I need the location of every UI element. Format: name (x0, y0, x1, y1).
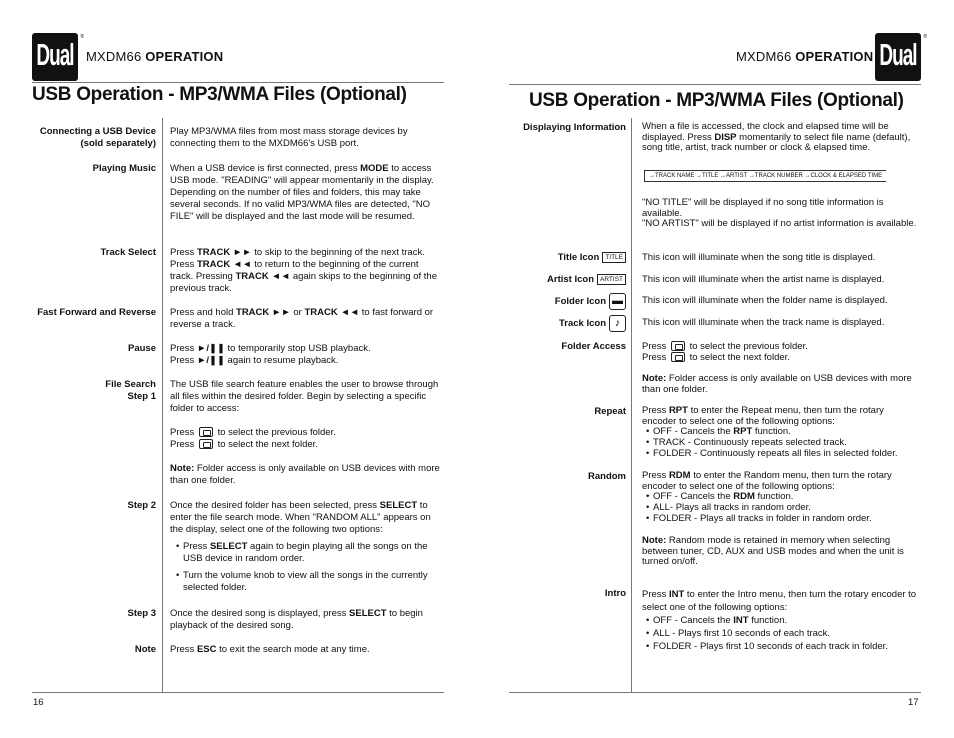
header-rule (509, 84, 921, 85)
text-folder-access: Press to select the previous folder. Press to select the next folder. (642, 341, 808, 363)
header-rule (32, 82, 444, 83)
label-playing-music: Playing Music (92, 163, 156, 174)
page-header (736, 49, 873, 64)
flow-step: TITLE (702, 173, 719, 179)
column-divider (631, 118, 632, 692)
arrow-icon: → (748, 173, 755, 179)
text-connecting-usb: Play MP3/WMA files from most mass storage devices by connecting them to the MXDM66's USB port. (170, 126, 408, 149)
list-item: • Press SELECT again to begin playing all the songs on the USB device in random order. (174, 541, 442, 565)
text-artist-icon: This icon will illuminate when the artist name is displayed. (642, 274, 885, 285)
list-item: • OFF - Cancels the INT function. (644, 614, 917, 627)
next-track-icon: ►► (271, 307, 291, 318)
text-step-3: Once the desired song is displayed, press SELECT to begin playback of the desired song. (170, 608, 423, 631)
text-note: Press ESC to exit the search mode at any time. (170, 644, 370, 655)
title-icon: TITLE (602, 252, 626, 263)
label-pause: Pause (128, 343, 156, 354)
flow-step: ARTIST (726, 173, 748, 179)
play-pause-icon: ►/❚❚ (196, 343, 225, 354)
list-item: • TRACK - Continuously repeats selected track. (644, 438, 917, 449)
music-note-icon: ♪ (609, 315, 626, 332)
label-note: Note (134, 644, 156, 655)
display-sequence-box (644, 170, 886, 182)
right-page (477, 0, 954, 738)
list-item: • OFF - Cancels the RDM function. (644, 492, 917, 503)
text-random: Press RDM to enter the Random menu, then turn the rotary encoder to select one of the following options: • OFF - Cancels the RDM function. • ALL- Plays all tracks in random order. • FOLDER - Plays all tracks in folder in random order. (642, 471, 917, 525)
label-track-icon: Track Icon ♪ (559, 315, 626, 332)
label-title-icon: Title Icon TITLE (558, 252, 626, 264)
flow-step: TRACK NAME (655, 173, 695, 179)
text-playing-music: When a USB device is first connected, press MODE to access USB mode. "READING" will appear momentarily in the display. Depending on the number of files and folders, this may take several seconds. If no valid MP3/WMA files are detected, "NO FILE" will be displayed and the last mode will be resumed. (170, 163, 434, 222)
text-track-icon: This icon will illuminate when the track name is displayed. (642, 317, 885, 328)
folder-up-button-icon (671, 352, 685, 362)
text-intro: Press INT to enter the Intro menu, then turn the rotary encoder to select one of the following options: • OFF - Cancels the INT function. • ALL - Plays first 10 seconds of each track. • FOLDER - Plays first 10 seconds of each track in folder. (642, 588, 917, 653)
label-folder-icon: Folder Icon ▬ (555, 293, 626, 310)
page-header (86, 49, 223, 64)
header-model: MXDM66 (736, 49, 792, 64)
play-pause-icon: ►/❚❚ (196, 355, 225, 366)
text-folder-buttons: Press to select the previous folder. Press to select the next folder. (170, 427, 336, 450)
folder-icon: ▬ (609, 293, 626, 310)
label-connecting-usb: Connecting a USB Device (sold separately) (39, 126, 156, 149)
list-item: • ALL - Plays first 10 seconds of each track. (644, 627, 917, 640)
page-number: 17 (908, 697, 919, 708)
page-number: 16 (33, 697, 44, 708)
list-item: • FOLDER - Continuously repeats all files in selected folder. (644, 449, 917, 460)
text-repeat: Press RPT to enter the Repeat menu, then turn the rotary encoder to select one of the following options: • OFF - Cancels the RPT function. • TRACK - Continuously repeats selected track. • FOLDER - Continuously repeats all files in selected folder. (642, 406, 917, 460)
random-options (644, 492, 917, 524)
label-track-select: Track Select (100, 247, 156, 258)
header-operation: OPERATION (145, 49, 224, 64)
text-folder-icon: This icon will illuminate when the folder name is displayed. (642, 295, 888, 306)
page-title: USB Operation - MP3/WMA Files (Optional) (529, 90, 904, 111)
footer-rule (509, 692, 921, 693)
dual-logo: Dual ® (875, 33, 921, 81)
label-random: Random (588, 471, 626, 482)
text-step-2: Once the desired folder has been selected, press SELECT to enter the file search mode. When "RANDOM ALL" appears on the display, select one of the following two options: (170, 500, 431, 535)
folder-up-button-icon (199, 439, 213, 449)
text-pause: Press ►/❚❚ to temporarily stop USB playback. Press ►/❚❚ again to resume playback. (170, 343, 371, 366)
label-file-search: File Search Step 1 (105, 379, 156, 402)
prev-track-icon: ◄◄ (232, 259, 252, 270)
text-no-title: "NO TITLE" will be displayed if no song title information is available. (642, 197, 884, 219)
text-no-artist: "NO ARTIST" will be displayed if no artist information is available. (642, 218, 917, 229)
arrow-icon: → (696, 173, 703, 179)
label-fast-forward-reverse: Fast Forward and Reverse (37, 307, 156, 318)
text-title-icon: This icon will illuminate when the song title is displayed. (642, 252, 876, 263)
flow-step: TRACK NUMBER (754, 173, 803, 179)
text-random-note: Note: Random mode is retained in memory when selecting between tuner, CD, AUX and USB modes and when the unit is turned on/off. (642, 535, 904, 568)
text-fast-forward-reverse: Press and hold TRACK ►► or TRACK ◄◄ to fast forward or reverse a track. (170, 307, 434, 330)
header-model: MXDM66 (86, 49, 142, 64)
label-folder-access: Folder Access (561, 341, 626, 352)
prev-track-icon: ◄◄ (340, 307, 360, 318)
label-step-3: Step 3 (127, 608, 156, 619)
folder-down-button-icon (671, 341, 685, 351)
text-displaying-information: When a file is accessed, the clock and elapsed time will be displayed. Press DISP momentarily to select file name (default), song title, artist, track number or clock & elapsed time. (642, 121, 911, 153)
label-intro: Intro (604, 588, 626, 599)
arrow-icon: → (649, 173, 655, 179)
arrow-icon: → (804, 173, 811, 179)
page-title: USB Operation - MP3/WMA Files (Optional) (32, 84, 407, 105)
artist-icon: ARTIST (597, 274, 626, 285)
header-operation: OPERATION (795, 49, 874, 64)
repeat-options (644, 427, 917, 459)
text-file-search: The USB file search feature enables the user to browse through all files within the desired folder. Begin by selecting a specific folder to access: (170, 379, 439, 414)
display-sequence-diagram (644, 170, 886, 182)
list-item: • Turn the volume knob to view all the songs in the currently selected folder. (174, 570, 442, 594)
label-step-2: Step 2 (127, 500, 156, 511)
list-item: • FOLDER - Plays all tracks in folder in random order. (644, 514, 917, 525)
text-folder-access-note: Note: Folder access is only available on USB devices with more than one folder. (642, 373, 912, 395)
list-item: • OFF - Cancels the RPT function. (644, 427, 917, 438)
label-displaying-information: Displaying Information (523, 122, 626, 133)
flow-step: CLOCK & ELAPSED TIME (810, 173, 883, 179)
list-item: • ALL- Plays all tracks in random order. (644, 503, 917, 514)
step-2-options (174, 541, 442, 594)
folder-down-button-icon (199, 427, 213, 437)
dual-logo: Dual ® (32, 33, 78, 81)
column-divider (162, 118, 163, 692)
arrow-icon: → (720, 173, 727, 179)
text-track-select: Press TRACK ►► to skip to the beginning of the next track. Press TRACK ◄◄ to return to the beginning of the current track. Pressing TRACK ◄◄ again skips to the beginning of the previous track. (170, 247, 438, 294)
footer-rule (32, 692, 444, 693)
intro-options (644, 614, 917, 653)
text-folder-note: Note: Folder access is only available on USB devices with more than one folder. (170, 463, 440, 486)
prev-track-icon: ◄◄ (271, 271, 291, 282)
label-repeat: Repeat (594, 406, 626, 417)
next-track-icon: ►► (232, 247, 252, 258)
list-item: • FOLDER - Plays first 10 seconds of each track in folder. (644, 640, 917, 653)
label-artist-icon: Artist Icon ARTIST (547, 274, 626, 286)
